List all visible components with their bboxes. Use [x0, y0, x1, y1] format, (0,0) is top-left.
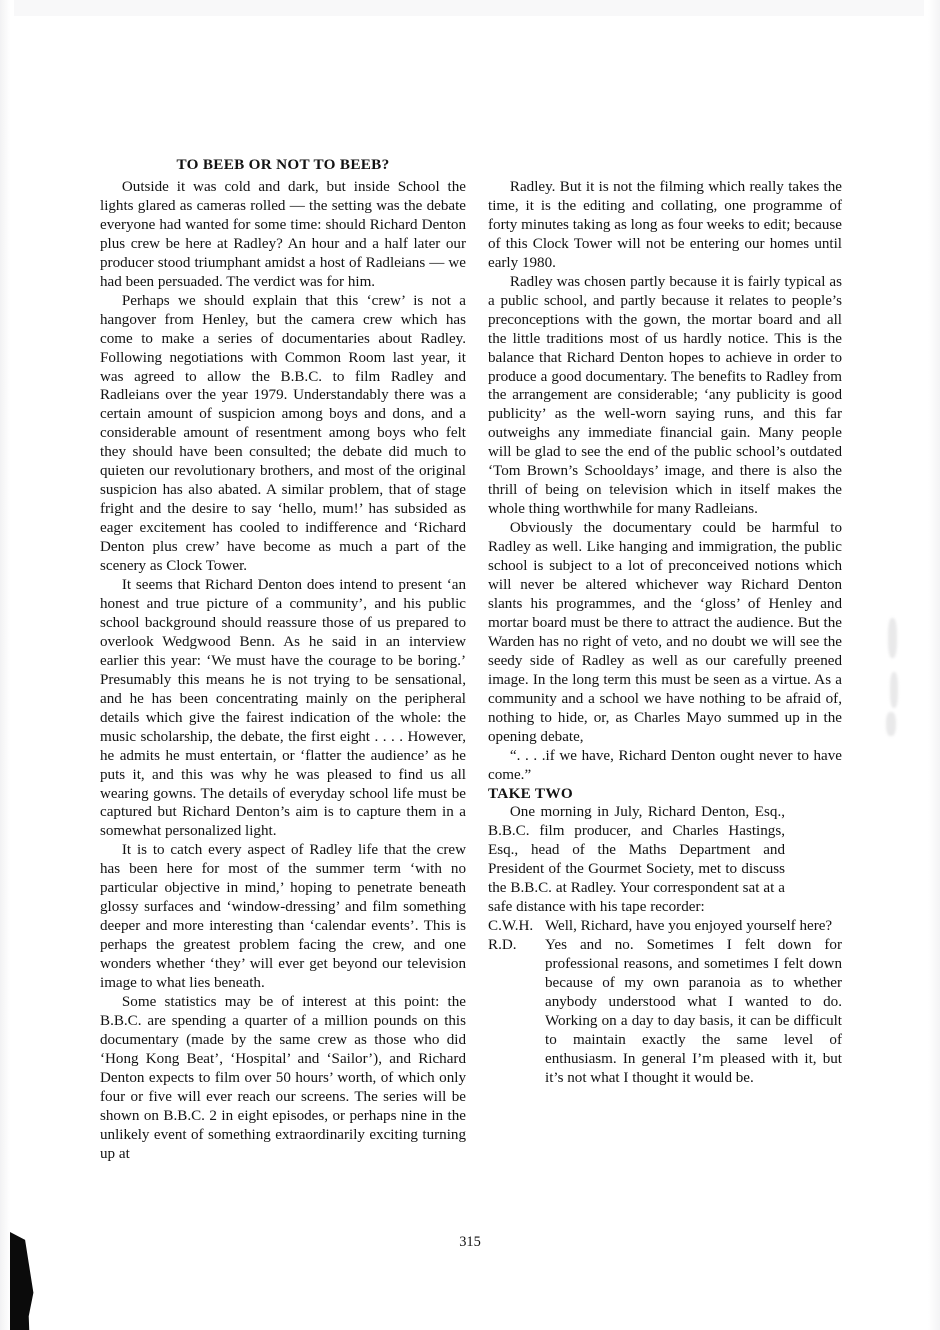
dialogue-speech-text: Yes and no. Sometimes I felt down for professional reasons, and sometimes I felt down because of my own paranoia as to whether anybody understood what I wanted to do. Working on a day to day basis, it can be difficult to maintain exactly the same level of enthusiasm. In general I’m pleased with it, but it’s not what I thought it would be. — [545, 937, 842, 1086]
body-paragraph: It is to catch every aspect of Radley life that the crew has been here for most of the summer term ‘with no particular objective in mind,’ hoping to penetrate beneath glossy surfaces and ‘window-dressing’ and film something deeper and more interesting than ‘calendar events’. This is perhaps the greatest problem facing the crew, and one wonders whether ‘they’ will ever get beyond our television image to what lies beneath. — [100, 842, 466, 992]
closing-quote: “. . . .if we have, Richard Denton ought never to have come.” — [488, 747, 842, 783]
dialogue-speaker-label: C.W.H. — [488, 918, 534, 935]
column-left — [100, 178, 466, 1164]
body-paragraph: It seems that Richard Denton does intend to present ‘an honest and true picture of a community’, and his public school background should reassure those of us prepared to overlook Wedgwood Benn. As he said in an interview earlier this year: ‘We must have the courage to be boring.’ Presumably this means he is not trying to be sensational, and he has been concentrating mainly on the peripheral details which give the fairest indication of the whole: the music scholarship, the debate, the first eight . . . . However, he admits he must entertain, or ‘flatter the audience’ as he puts it, and this was why he was pleased to find us all wearing gowns. The details of everyday school life must be captured but Richard Denton’s aim is to capture them in a somewhat personalized light. — [100, 577, 466, 840]
body-paragraph: Perhaps we should explain that this ‘crew’ is not a hangover from Henley, but the camera crew which has come to make a series of documentaries about Radley. Following negotiations with Common Room last year, it was agreed to allow the B.B.C. to film Radley and Radleians over the year 1979. Understandably there was a certain amount of suspicion among boys and dons, and a considerable amount of resentment among boys who felt they should have been consulted; the debate did much to quieten our revolutionary brothers, and most of the original suspicion has also abated. A similar problem, that of stage fright and the desire to say ‘hello, mum!’ has subsided as eager excitement has cooled to indifference and ‘Richard Denton plus crew’ have become as much a part of the scenery as Clock Tower. — [100, 292, 466, 575]
page-number: 315 — [459, 1234, 481, 1250]
page-title: TO BEEB OR NOT TO BEEB? — [176, 156, 390, 174]
interview-intro-paragraph: One morning in July, Richard Denton, Esq., B.B.C. film producer, and Charles Hastings, Esq., head of the Maths Department and President of the Gourmet Society, met to discuss the B.B.C. at Radley. Your correspondent sat at a safe distance with his tape recorder: — [488, 804, 785, 916]
dialogue-speaker-label: R.D. — [488, 937, 517, 954]
dialogue-speech-text: Well, Richard, have you enjoyed yourself here? — [545, 918, 833, 935]
body-paragraph: Obviously the documentary could be harmful to Radley as well. Like hanging and immigration, the public school is subject to a lot of preconceived notions which will never be altered whichever way Richard Denton slants his programmes, and the ‘gloss’ of Henley and mortar board must be there to attract the audience. But the Warden has no right of veto, and no doubt we will see the seedy side of Radley as well as our carefully preened image. In the long term this must be seen as a virtue. As a community and a school we have nothing to be afraid of, nothing to hide, or, as Charles Mayo summed up in the opening debate, — [488, 520, 842, 745]
body-paragraph: Outside it was cold and dark, but inside School the lights glared as cameras rolled — the setting was the debate everyone had wanted for some time: should Richard Denton plus crew be here at Radley? An hour and a half later our producer stood triumphant amidst a host of Radleians — we had been persuaded. The verdict was for him. — [100, 179, 466, 290]
dialogue-list — [488, 917, 842, 1088]
column-right — [488, 178, 842, 1088]
dialogue-entry — [488, 917, 842, 936]
body-paragraph: Radley was chosen partly because it is fairly typical as a public school, and partly because it relates to people’s preconceptions with the gown, the mortar board and all the little traditions most of us hardly notice. This is the balance that Richard Denton hopes to achieve in order to produce a good documentary. The benefits to Radley from the arrangement are considerable; ‘any publicity is good publicity’ as the well-worn saying runs, and this far outweighs any immediate financial gain. Many people will be glad to see the end of the public school’s outdated ‘Tom Brown’s Schooldays’ image, and there is also the thrill of being on television which in itself makes the whole thing worthwhile for many Radleians. — [488, 273, 842, 518]
body-paragraph: Some statistics may be of interest at this point: the B.B.C. are spending a quarter of a million pounds on this documentary (made by the same crew as those who did ‘Hong Kong Beat’, ‘Hospital’ and ‘Sailor’), and Richard Denton expects to film over 50 hours’ worth, of which only four or five will ever reach our screens. The series will be shown on B.B.C. 2 in eight episodes, or perhaps nine in the unlikely event of something extraordinarily exciting turning up at — [100, 993, 466, 1162]
body-paragraph: Radley. But it is not the filming which really takes the time, it is the editing and collating, one programme of forty minutes taking as long as four weeks to edit; because of this Clock Tower will not be entering our homes until early 1980. — [488, 179, 842, 271]
section-heading-take-two: TAKE TWO — [488, 784, 573, 802]
dialogue-entry — [488, 936, 842, 1088]
